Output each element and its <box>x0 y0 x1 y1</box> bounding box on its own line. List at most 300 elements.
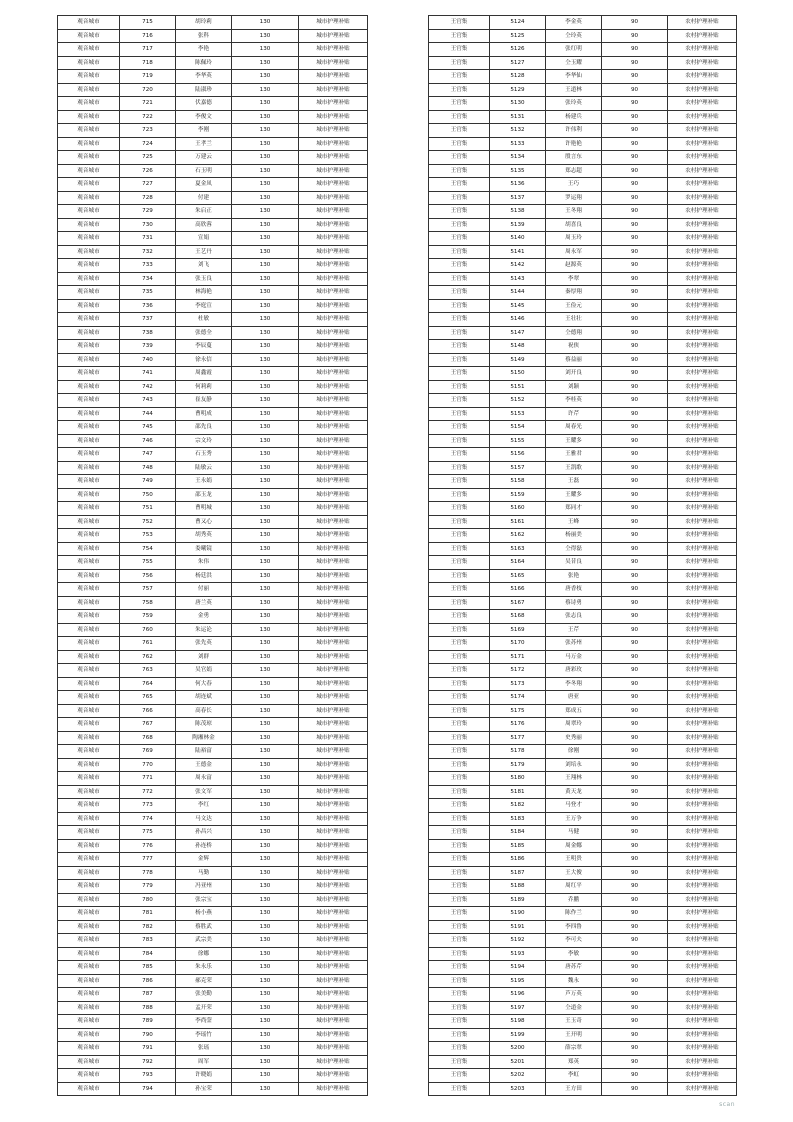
amount-cell: 90 <box>602 515 668 529</box>
region-cell: 王官集 <box>429 1055 490 1069</box>
amount-cell: 130 <box>232 1069 299 1083</box>
region-cell: 王官集 <box>429 218 490 232</box>
name-cell: 李尚蓥 <box>176 1015 232 1029</box>
amount-cell: 90 <box>602 151 668 165</box>
amount-cell: 90 <box>602 475 668 489</box>
number-cell: 5158 <box>490 475 546 489</box>
amount-cell: 130 <box>232 934 299 948</box>
table-row <box>429 70 737 84</box>
region-cell: 王官集 <box>429 272 490 286</box>
name-cell: 李瑶竹 <box>176 1028 232 1042</box>
amount-cell: 90 <box>602 434 668 448</box>
name-cell: 陈作兰 <box>546 907 602 921</box>
amount-cell: 130 <box>232 151 299 165</box>
amount-cell: 90 <box>602 826 668 840</box>
table-row <box>58 718 368 732</box>
table-row <box>58 974 368 988</box>
table-row <box>429 920 737 934</box>
amount-cell: 90 <box>602 961 668 975</box>
name-cell: 魏永 <box>546 974 602 988</box>
number-cell: 5178 <box>490 745 546 759</box>
subsidy-type-cell: 城市护理补贴 <box>299 799 368 813</box>
amount-cell: 130 <box>232 974 299 988</box>
subsidy-type-cell: 农村护理补贴 <box>668 245 737 259</box>
name-cell: 伏嘉德 <box>176 97 232 111</box>
name-cell: 李金英 <box>546 16 602 30</box>
table-row <box>429 988 737 1002</box>
number-cell: 758 <box>120 596 176 610</box>
amount-cell: 130 <box>232 421 299 435</box>
name-cell: 王俭元 <box>546 299 602 313</box>
name-cell: 万建云 <box>176 151 232 165</box>
table-row <box>429 448 737 462</box>
region-cell: 观音城市 <box>58 1042 120 1056</box>
name-cell: 殷言东 <box>546 151 602 165</box>
table-row <box>58 232 368 246</box>
subsidy-type-cell: 农村护理补贴 <box>668 934 737 948</box>
subsidy-type-cell: 城市护理补贴 <box>299 475 368 489</box>
name-cell: 付丽 <box>176 583 232 597</box>
number-cell: 715 <box>120 16 176 30</box>
subsidy-type-cell: 城市护理补贴 <box>299 56 368 70</box>
subsidy-type-cell: 城市护理补贴 <box>299 259 368 273</box>
subsidy-type-cell: 农村护理补贴 <box>668 866 737 880</box>
region-cell: 观音城市 <box>58 1069 120 1083</box>
amount-cell: 130 <box>232 1015 299 1029</box>
number-cell: 5167 <box>490 596 546 610</box>
subsidy-type-cell: 农村护理补贴 <box>668 137 737 151</box>
table-row <box>429 583 737 597</box>
table-row <box>58 772 368 786</box>
amount-cell: 130 <box>232 340 299 354</box>
number-cell: 5146 <box>490 313 546 327</box>
number-cell: 5196 <box>490 988 546 1002</box>
subsidy-type-cell: 城市护理补贴 <box>299 394 368 408</box>
subsidy-type-cell: 城市护理补贴 <box>299 191 368 205</box>
name-cell: 石玉明 <box>176 164 232 178</box>
table-row <box>58 515 368 529</box>
table-row <box>429 1028 737 1042</box>
subsidy-type-cell: 农村护理补贴 <box>668 29 737 43</box>
subsidy-type-cell: 农村护理补贴 <box>668 218 737 232</box>
number-cell: 5177 <box>490 731 546 745</box>
name-cell: 崔友静 <box>176 394 232 408</box>
region-cell: 王官集 <box>429 380 490 394</box>
table-row <box>58 151 368 165</box>
number-cell: 752 <box>120 515 176 529</box>
name-cell: 张瑶 <box>176 1042 232 1056</box>
number-cell: 740 <box>120 353 176 367</box>
subsidy-type-cell: 农村护理补贴 <box>668 961 737 975</box>
region-cell: 王官集 <box>429 812 490 826</box>
number-cell: 5166 <box>490 583 546 597</box>
amount-cell: 90 <box>602 272 668 286</box>
subsidy-type-cell: 农村护理补贴 <box>668 83 737 97</box>
name-cell: 许伟利 <box>546 124 602 138</box>
number-cell: 5162 <box>490 529 546 543</box>
name-cell: 王雅君 <box>546 448 602 462</box>
table-row <box>58 205 368 219</box>
region-cell: 王官集 <box>429 178 490 192</box>
name-cell: 王冬翔 <box>546 205 602 219</box>
table-row <box>58 893 368 907</box>
region-cell: 观音城市 <box>58 434 120 448</box>
name-cell: 王芹 <box>546 623 602 637</box>
amount-cell: 90 <box>602 191 668 205</box>
subsidy-type-cell: 农村护理补贴 <box>668 1028 737 1042</box>
subsidy-type-cell: 农村护理补贴 <box>668 97 737 111</box>
region-cell: 观音城市 <box>58 623 120 637</box>
table-row <box>429 124 737 138</box>
subsidy-type-cell: 城市护理补贴 <box>299 947 368 961</box>
subsidy-type-cell: 城市护理补贴 <box>299 380 368 394</box>
region-cell: 观音城市 <box>58 1001 120 1015</box>
number-cell: 768 <box>120 731 176 745</box>
table-row <box>58 691 368 705</box>
region-cell: 观音城市 <box>58 569 120 583</box>
region-cell: 王官集 <box>429 934 490 948</box>
amount-cell: 130 <box>232 745 299 759</box>
subsidy-type-cell: 农村护理补贴 <box>668 893 737 907</box>
amount-cell: 90 <box>602 1055 668 1069</box>
table-row <box>58 556 368 570</box>
table-row <box>58 461 368 475</box>
name-cell: 马万金 <box>546 650 602 664</box>
amount-cell: 90 <box>602 1028 668 1042</box>
name-cell: 宣娟 <box>176 232 232 246</box>
number-cell: 733 <box>120 259 176 273</box>
amount-cell: 90 <box>602 1069 668 1083</box>
region-cell: 王官集 <box>429 583 490 597</box>
name-cell: 李四鲁 <box>546 920 602 934</box>
number-cell: 5140 <box>490 232 546 246</box>
region-cell: 观音城市 <box>58 380 120 394</box>
region-cell: 王官集 <box>429 785 490 799</box>
subsidy-type-cell: 城市护理补贴 <box>299 812 368 826</box>
region-cell: 王官集 <box>429 1028 490 1042</box>
region-cell: 王官集 <box>429 70 490 84</box>
table-row <box>429 218 737 232</box>
table-row <box>429 151 737 165</box>
table-row <box>58 394 368 408</box>
subsidy-type-cell: 城市护理补贴 <box>299 637 368 651</box>
region-cell: 王官集 <box>429 151 490 165</box>
table-row <box>58 434 368 448</box>
subsidy-type-cell: 城市护理补贴 <box>299 1055 368 1069</box>
amount-cell: 130 <box>232 407 299 421</box>
table-row <box>58 826 368 840</box>
name-cell: 薛宗翠 <box>546 1042 602 1056</box>
subsidy-type-cell: 农村护理补贴 <box>668 340 737 354</box>
subsidy-type-cell: 农村护理补贴 <box>668 1055 737 1069</box>
number-cell: 747 <box>120 448 176 462</box>
region-cell: 观音城市 <box>58 677 120 691</box>
amount-cell: 90 <box>602 664 668 678</box>
table-row <box>429 745 737 759</box>
number-cell: 781 <box>120 907 176 921</box>
name-cell: 娄曦镜 <box>176 542 232 556</box>
region-cell: 王官集 <box>429 367 490 381</box>
name-cell: 陆裕富 <box>176 745 232 759</box>
number-cell: 5181 <box>490 785 546 799</box>
table-row <box>58 421 368 435</box>
region-cell: 王官集 <box>429 232 490 246</box>
subsidy-type-cell: 农村护理补贴 <box>668 758 737 772</box>
region-cell: 观音城市 <box>58 529 120 543</box>
amount-cell: 130 <box>232 623 299 637</box>
amount-cell: 130 <box>232 83 299 97</box>
region-cell: 王官集 <box>429 731 490 745</box>
region-cell: 王官集 <box>429 826 490 840</box>
amount-cell: 130 <box>232 907 299 921</box>
subsidy-type-cell: 农村护理补贴 <box>668 407 737 421</box>
amount-cell: 90 <box>602 164 668 178</box>
number-cell: 5135 <box>490 164 546 178</box>
subsidy-type-cell: 城市护理补贴 <box>299 70 368 84</box>
amount-cell: 130 <box>232 178 299 192</box>
number-cell: 776 <box>120 839 176 853</box>
subsidy-type-cell: 农村护理补贴 <box>668 1069 737 1083</box>
table-row <box>58 245 368 259</box>
table-row <box>58 961 368 975</box>
number-cell: 793 <box>120 1069 176 1083</box>
region-cell: 王官集 <box>429 245 490 259</box>
table-row <box>58 812 368 826</box>
number-cell: 5157 <box>490 461 546 475</box>
number-cell: 5180 <box>490 772 546 786</box>
amount-cell: 90 <box>602 934 668 948</box>
subsidy-type-cell: 城市护理补贴 <box>299 353 368 367</box>
amount-cell: 130 <box>232 529 299 543</box>
amount-cell: 90 <box>602 758 668 772</box>
region-cell: 观音城市 <box>58 191 120 205</box>
region-cell: 观音城市 <box>58 974 120 988</box>
name-cell: 张玲英 <box>546 97 602 111</box>
number-cell: 769 <box>120 745 176 759</box>
table-row <box>429 1082 737 1096</box>
table-row <box>58 16 368 30</box>
table-row <box>58 785 368 799</box>
number-cell: 5149 <box>490 353 546 367</box>
table-row <box>429 529 737 543</box>
region-cell: 观音城市 <box>58 340 120 354</box>
subsidy-type-cell: 农村护理补贴 <box>668 380 737 394</box>
amount-cell: 90 <box>602 583 668 597</box>
table-row <box>429 1042 737 1056</box>
subsidy-type-cell: 城市护理补贴 <box>299 178 368 192</box>
name-cell: 高欣蓉 <box>176 218 232 232</box>
subsidy-type-cell: 城市护理补贴 <box>299 974 368 988</box>
amount-cell: 90 <box>602 259 668 273</box>
region-cell: 观音城市 <box>58 259 120 273</box>
amount-cell: 130 <box>232 853 299 867</box>
region-cell: 观音城市 <box>58 1055 120 1069</box>
table-row <box>429 826 737 840</box>
subsidy-type-cell: 城市护理补贴 <box>299 704 368 718</box>
region-cell: 观音城市 <box>58 799 120 813</box>
subsidy-type-cell: 农村护理补贴 <box>668 812 737 826</box>
name-cell: 李刚 <box>176 124 232 138</box>
number-cell: 5185 <box>490 839 546 853</box>
number-cell: 726 <box>120 164 176 178</box>
number-cell: 757 <box>120 583 176 597</box>
amount-cell: 130 <box>232 610 299 624</box>
subsidy-type-cell: 农村护理补贴 <box>668 394 737 408</box>
right-subsidy-table <box>428 15 737 1096</box>
amount-cell: 90 <box>602 907 668 921</box>
region-cell: 王官集 <box>429 394 490 408</box>
number-cell: 5174 <box>490 691 546 705</box>
amount-cell: 130 <box>232 1042 299 1056</box>
subsidy-type-cell: 城市护理补贴 <box>299 218 368 232</box>
name-cell: 李可夫 <box>546 934 602 948</box>
amount-cell: 130 <box>232 947 299 961</box>
name-cell: 蔡胜武 <box>176 920 232 934</box>
number-cell: 736 <box>120 299 176 313</box>
amount-cell: 130 <box>232 313 299 327</box>
amount-cell: 130 <box>232 583 299 597</box>
number-cell: 5190 <box>490 907 546 921</box>
subsidy-type-cell: 农村护理补贴 <box>668 839 737 853</box>
number-cell: 729 <box>120 205 176 219</box>
name-cell: 陶湘林金 <box>176 731 232 745</box>
number-cell: 5193 <box>490 947 546 961</box>
subsidy-type-cell: 农村护理补贴 <box>668 920 737 934</box>
amount-cell: 130 <box>232 434 299 448</box>
number-cell: 5145 <box>490 299 546 313</box>
subsidy-type-cell: 城市护理补贴 <box>299 1001 368 1015</box>
subsidy-type-cell: 农村护理补贴 <box>668 556 737 570</box>
number-cell: 5189 <box>490 893 546 907</box>
table-row <box>429 164 737 178</box>
amount-cell: 130 <box>232 893 299 907</box>
region-cell: 王官集 <box>429 43 490 57</box>
number-cell: 735 <box>120 286 176 300</box>
table-row <box>429 812 737 826</box>
name-cell: 王艺丹 <box>176 245 232 259</box>
amount-cell: 90 <box>602 745 668 759</box>
table-row <box>429 961 737 975</box>
subsidy-type-cell: 城市护理补贴 <box>299 893 368 907</box>
amount-cell: 130 <box>232 16 299 30</box>
subsidy-type-cell: 农村护理补贴 <box>668 677 737 691</box>
number-cell: 787 <box>120 988 176 1002</box>
amount-cell: 90 <box>602 1001 668 1015</box>
number-cell: 782 <box>120 920 176 934</box>
amount-cell: 90 <box>602 367 668 381</box>
region-cell: 观音城市 <box>58 124 120 138</box>
subsidy-type-cell: 城市护理补贴 <box>299 718 368 732</box>
subsidy-type-cell: 农村护理补贴 <box>668 772 737 786</box>
table-row <box>429 245 737 259</box>
table-row <box>429 785 737 799</box>
name-cell: 朱启正 <box>176 205 232 219</box>
number-cell: 5136 <box>490 178 546 192</box>
amount-cell: 130 <box>232 97 299 111</box>
number-cell: 719 <box>120 70 176 84</box>
name-cell: 许芹 <box>546 407 602 421</box>
number-cell: 773 <box>120 799 176 813</box>
table-row <box>429 974 737 988</box>
subsidy-type-cell: 城市护理补贴 <box>299 745 368 759</box>
number-cell: 742 <box>120 380 176 394</box>
subsidy-type-cell: 城市护理补贴 <box>299 515 368 529</box>
region-cell: 王官集 <box>429 475 490 489</box>
subsidy-type-cell: 城市护理补贴 <box>299 596 368 610</box>
amount-cell: 130 <box>232 718 299 732</box>
table-row <box>58 947 368 961</box>
region-cell: 观音城市 <box>58 16 120 30</box>
amount-cell: 130 <box>232 380 299 394</box>
amount-cell: 90 <box>602 218 668 232</box>
name-cell: 宗文玲 <box>176 434 232 448</box>
subsidy-type-cell: 农村护理补贴 <box>668 205 737 219</box>
region-cell: 王官集 <box>429 164 490 178</box>
number-cell: 5179 <box>490 758 546 772</box>
region-cell: 王官集 <box>429 340 490 354</box>
subsidy-type-cell: 农村护理补贴 <box>668 907 737 921</box>
subsidy-type-cell: 城市护理补贴 <box>299 502 368 516</box>
subsidy-type-cell: 城市护理补贴 <box>299 785 368 799</box>
number-cell: 5147 <box>490 326 546 340</box>
subsidy-type-cell: 城市护理补贴 <box>299 151 368 165</box>
subsidy-type-cell: 城市护理补贴 <box>299 313 368 327</box>
region-cell: 王官集 <box>429 569 490 583</box>
number-cell: 5156 <box>490 448 546 462</box>
name-cell: 周玉玲 <box>546 232 602 246</box>
amount-cell: 90 <box>602 502 668 516</box>
name-cell: 周永富 <box>176 772 232 786</box>
subsidy-type-cell: 城市护理补贴 <box>299 623 368 637</box>
table-row <box>58 637 368 651</box>
region-cell: 王官集 <box>429 542 490 556</box>
amount-cell: 130 <box>232 920 299 934</box>
amount-cell: 90 <box>602 124 668 138</box>
table-row <box>58 299 368 313</box>
amount-cell: 130 <box>232 1082 299 1096</box>
region-cell: 观音城市 <box>58 29 120 43</box>
region-cell: 王官集 <box>429 205 490 219</box>
number-cell: 738 <box>120 326 176 340</box>
number-cell: 754 <box>120 542 176 556</box>
amount-cell: 90 <box>602 353 668 367</box>
subsidy-type-cell: 农村护理补贴 <box>668 1001 737 1015</box>
number-cell: 5169 <box>490 623 546 637</box>
subsidy-type-cell: 城市护理补贴 <box>299 448 368 462</box>
subsidy-type-cell: 农村护理补贴 <box>668 313 737 327</box>
region-cell: 观音城市 <box>58 110 120 124</box>
table-row <box>58 799 368 813</box>
amount-cell: 90 <box>602 529 668 543</box>
number-cell: 5200 <box>490 1042 546 1056</box>
subsidy-type-cell: 城市护理补贴 <box>299 421 368 435</box>
name-cell: 郑成五 <box>546 704 602 718</box>
subsidy-type-cell: 城市护理补贴 <box>299 556 368 570</box>
number-cell: 5144 <box>490 286 546 300</box>
table-row <box>429 637 737 651</box>
region-cell: 王官集 <box>429 988 490 1002</box>
number-cell: 5142 <box>490 259 546 273</box>
number-cell: 724 <box>120 137 176 151</box>
table-row <box>58 583 368 597</box>
amount-cell: 90 <box>602 542 668 556</box>
number-cell: 5138 <box>490 205 546 219</box>
name-cell: 蔡益丽 <box>546 353 602 367</box>
region-cell: 王官集 <box>429 97 490 111</box>
region-cell: 观音城市 <box>58 353 120 367</box>
number-cell: 5153 <box>490 407 546 421</box>
region-cell: 观音城市 <box>58 313 120 327</box>
